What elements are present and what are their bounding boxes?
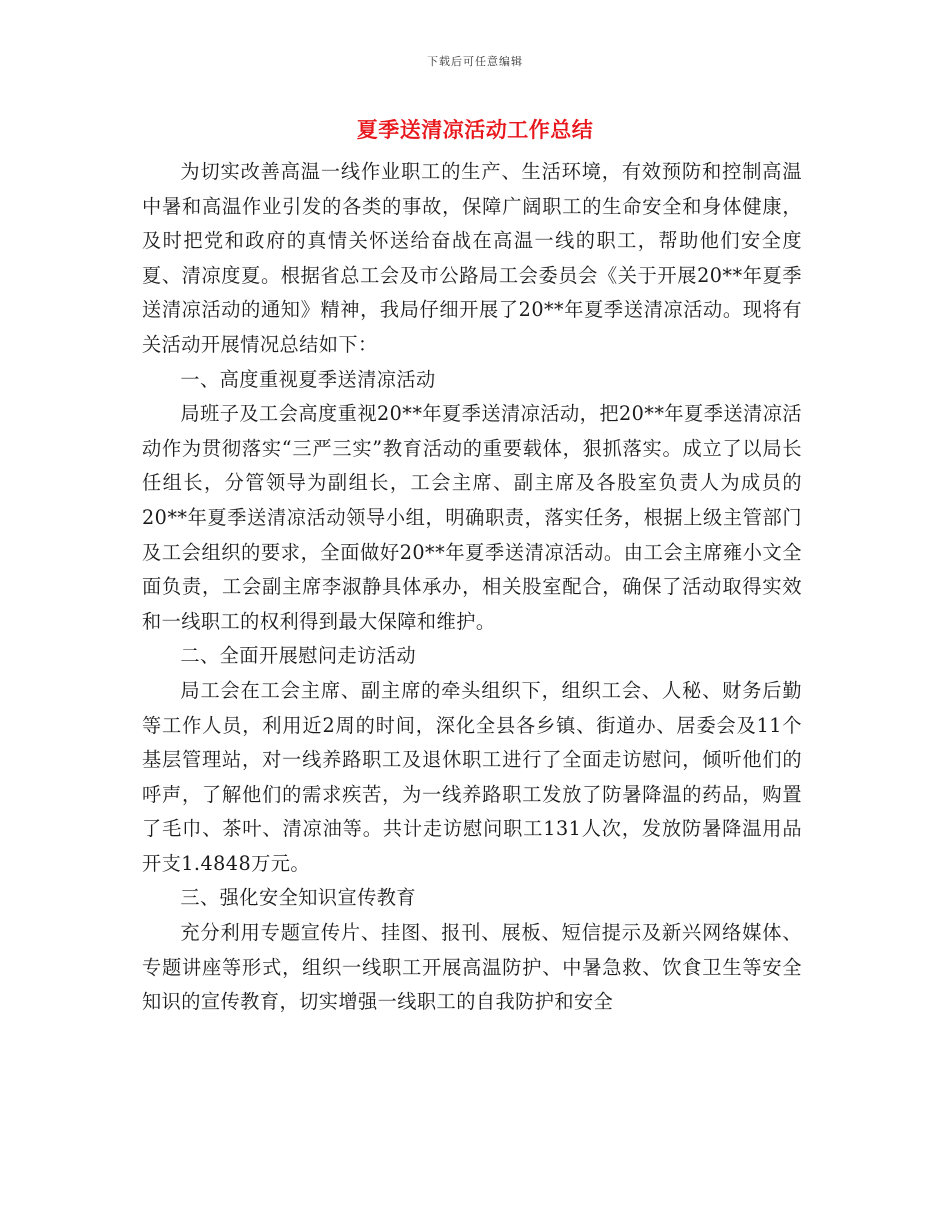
document-body: [142, 155, 802, 1020]
document-title: 夏季送清凉活动工作总结: [356, 118, 594, 142]
paragraph-section-2: 局工会在工会主席、副主席的牵头组织下，组织工会、人秘、财务后勤等工作人员，利用近2周的时间，深化全县各乡镇、街道办、居委会及11个基层管理站，对一线养路职工及退休职工进行了全面走访慰问，倾听他们的呼声，了解他们的需求疾苦，为一线养路职工发放了防暑降温的药品，购置了毛巾、茶叶、清凉油等。共计走访慰问职工131人次，发放防暑降温用品开支1.4848万元。: [142, 678, 802, 875]
paragraph-section-3: 充分利用专题宣传片、挂图、报刊、展板、短信提示及新兴网络媒体、专题讲座等形式，组织一线职工开展高温防护、中暑急救、饮食卫生等安全知识的宣传教育，切实增强一线职工的自我防护和安全: [142, 921, 802, 1014]
section-heading-3: 三、强化安全知识宣传教育: [180, 886, 417, 910]
section-heading-2: 二、全面开展慰问走访活动: [180, 644, 417, 668]
section-heading-1: 一、高度重视夏季送清凉活动: [180, 367, 436, 391]
paragraph-section-1: 局班子及工会高度重视20**年夏季送清凉活动，把20**年夏季送清凉活动作为贯彻落实“三严三实”教育活动的重要载体，狠抓落实。成立了以局长任组长，分管领导为副组长，工会主席、副主席及各股室负责人为成员的20**年夏季送清凉活动领导小组，明确职责，落实任务，根据上级主管部门及工会组织的要求，全面做好20**年夏季送清凉活动。由工会主席雍小文全面负责，工会副主席李淑静具体承办，相关股室配合，确保了活动取得实效和一线职工的权利得到最大保障和维护。: [142, 402, 802, 633]
header-note: 下载后可任意编辑: [427, 55, 523, 68]
paragraph-intro: 为切实改善高温一线作业职工的生产、生活环境，有效预防和控制高温中暑和高温作业引发的各类的事故，保障广阔职工的生命安全和身体健康，及时把党和政府的真情关怀送给奋战在高温一线的职工，帮助他们安全度夏、清凉度夏。根据省总工会及市公路局工会委员会《关于开展20**年夏季送清凉活动的通知》精神，我局仔细开展了20**年夏季送清凉活动。现将有关活动开展情况总结如下：: [142, 160, 802, 356]
